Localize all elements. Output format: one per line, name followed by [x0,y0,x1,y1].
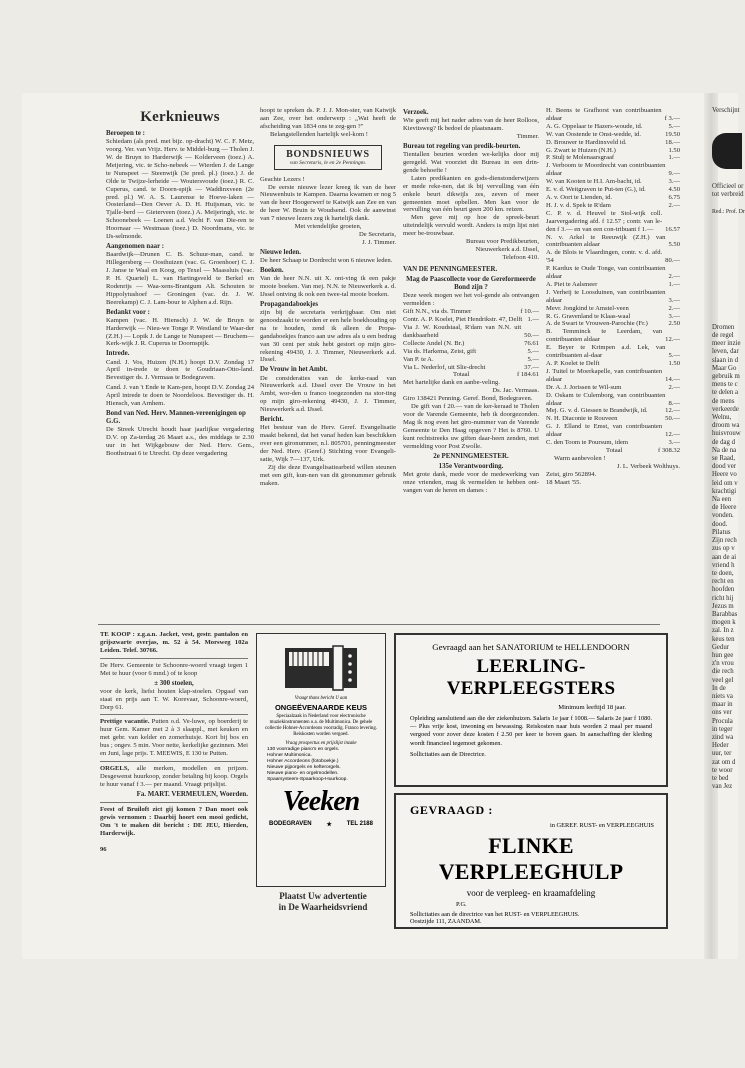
ad-orgels-heading: ORGELS, [100,764,130,772]
donation-text: J. Verboom te Moordrecht van contribuanten aldaar [546,162,666,178]
signature-zeist: Zeist, giro 562894. [546,470,597,478]
signature-vermaas: Ds. Jac. Vermaas. [492,387,539,395]
donation-amount: 14.— [665,375,680,383]
veeken-city: BODEGRAVEN [269,821,312,827]
donation-text: Via L. Nederlof, uit Slie-drecht [403,363,486,371]
donation-amount: 12.— [665,431,680,439]
text-verantwoording: Met grote dank, mede voor de medewerking van onze vrienden, mag ik vermelden te hebben ont-vangen van de heren en dames : [403,470,539,494]
next-page-text-line: te doen, [712,569,734,577]
donation-text: G. J. Elland te Emst, van contribuanten aldaar [546,423,663,439]
next-page-text-line: in teger [712,725,733,733]
star-icon: ★ [326,822,332,828]
donation-text: Collecte Andel (N. Br.) [403,339,465,347]
bondsnieuws-subtitle: van Secretaris, le en 2e Penningm. [289,159,367,166]
leerling-footer: Sollicitaties aan de Directrice. [410,750,486,758]
donation-row [546,186,680,194]
next-page-text-line: krachtigi [712,487,737,495]
total-value-2: f 308.32 [658,446,680,454]
next-page-text-line: de dag d [712,438,736,446]
next-page-text-line: Barabbas [712,610,738,618]
next-page-text-line: Welnu, [712,414,732,422]
donation-row [546,281,680,289]
donation-row [546,368,680,384]
donation-row [403,356,539,364]
next-page-text-line: ons ver [712,709,732,717]
donation-text: B. Temminck te Leerdam, van contribuanten aldaar [546,328,663,344]
next-page-official-2: tot verbreid [712,191,744,199]
donation-row [546,154,680,162]
next-page-text-line: mens te c [712,381,738,389]
donation-amount: 2.— [668,273,680,281]
donation-amount: 1.— [668,280,680,288]
accordion-illustration [281,638,361,694]
text-new-readers: De eerste nieuwe lezer kreeg ik van de heer Nieuwenhuis te Kampen. Daarna kwamen er nog 5 van de heer Hoogerwerf te Katwijk aan Zee en van de heer W. Bruin te Woudsend. Ook de aanwinst van 7 nieuwe lezers zeg ik hartelijk dank. [260,183,396,223]
column-bondsnieuws [260,107,396,531]
next-page-text-line: se Raad, [712,455,736,463]
donation-row [546,384,680,392]
donation-row [546,392,680,408]
next-page-text-line: van Jez [712,783,733,791]
donation-text: N. v. Arkel te Reeuwijk (Z.H.) van contribuanten aldaar [546,233,666,249]
veeken-list-item: 130 voorradige piano's en orgels. [267,747,340,752]
donation-row [546,139,680,147]
heading-bond: Bond van Ned. Herv. Mannen-vereenigingen op G.G. [106,410,246,426]
text-aangenomen: Baardwijk—Drunen C. B. Schuur-man, cand. te Hillegersberg — Oosthuizen (vac. G. Groenhoer) C. J. J. Janse te Waal en Koog, op Texel — Maassluis (vac. P. H. Quartel) L. van Hartingsveld te Berkel en Rodenrijs — Waa-xens-Brantgum Alt. Schouten te Hippolytushoef — Groningen (vac. dr. J. W. Beerekamp) C. J. Lam-bour te Alphen a.d. Rijn. [106,251,254,306]
next-page-text-line: hun gee [712,651,734,659]
next-page-text-line: die rech [712,668,734,676]
ad-leerling-verpleegsters [394,633,668,787]
donation-row [546,178,680,186]
next-page-text-line: verkeerde [712,405,739,413]
heading-2e-penningmeester: 2e PENNINGMEESTER. [433,452,509,460]
donation-row [546,423,680,439]
bondsnieuws-box [274,145,382,170]
flinke-gevraagd: GEVRAAGD : [410,803,493,817]
donation-text: W. van Kooten te H.I. Am-bacht, id. [546,178,642,186]
donation-row [403,340,539,348]
next-page-text-line: de Heere [712,504,737,512]
donation-text: A. de Swart te Vrouwen-Parochie (Fr.) [546,320,648,328]
donation-amount: 12.— [665,336,680,344]
text-nieuwe-leden: De heer Schaap te Dordrecht won 6 nieuwe leden. [260,256,393,264]
text-intrede-2: Cand. J. van 't Ende te Kam-pen, hoopt D.V. Zondag 24 April intrede te doen te Noordeloos. Bevestiger ds. H. Hiensch, van Arnhem. [106,384,254,408]
donation-text: D. Brouwer te Hardinxveld id. [546,138,627,146]
donation-text: Dr. A. J. Jorissen te Wil-sum [546,383,622,391]
veeken-tagline: Vraagt thans bericht U aan [294,696,348,701]
donation-amount: 2.— [668,201,680,209]
donation-amount: 1.50 [668,146,680,154]
donation-text: C. P. v. d. Heuvel te Stol-wijk coll. Jaarvergadering afd. f 12.57 ; contr. van le-den f 3.— en van een con-tribuant f 1.— [546,209,663,233]
donation-text: N. H. Diaconie te Rouveen [546,415,618,423]
donation-text: Contr. A. P. Koelet, Piet Hendrikstr. 47, Delft [403,316,523,324]
next-page-text-line: Zijn rech [712,537,737,545]
donation-amount: 37.— [524,363,539,371]
signature-bureau-1: Bureau voor Predikbeurten, [465,238,539,246]
total-label-2: Totaal [606,446,623,454]
donation-row [546,210,680,234]
donation-row [546,194,680,202]
flinke-pg: P.G. [456,901,467,908]
donation-text: R. G. Gravenland te Klaas-waal [546,312,631,320]
next-page-text-line: Heder [712,742,729,750]
donation-text: A. de Blois te Vlaardingen, contr. v. d. afd. '54 [546,249,663,265]
text-verzoek: Wie geeft mij het nader adres van de heer Rolloos, Kievitsweg? Ik bedoel de plaatsnaam. [403,117,539,133]
total-label-1: Totaal [453,371,470,379]
veeken-phone: TEL 2188 [346,821,373,827]
ad-veeken [256,633,386,887]
text-intrede-1: Cand. J. Vos, Huizen (N.H.) hoopt D.V. Zondag 17 April in-trede te doen te Goudriaan-Otto-land. Bevestiger ds. J. Vermaas te Bodegraven. [106,358,254,382]
donation-row [546,147,680,155]
text-propaganda: zijn bij de secretaris verkrijgbaar. Om niet genoodzaakt te worden er een hele boekhouding op na te houden, zend ik alleen de Propa-gandaboekjes franco aan uw adres als u een bedrag van 30 cent per stuk hebt gestort op mijn giro-rekening 49430, J. J. Timmer, Nieuwerkerk a.d. IJssel. [260,309,396,364]
next-page-text-line: te woor [712,766,733,774]
donation-text: Mevr. Jongkind te Amstel-veen [546,304,629,312]
next-page-logo-block [712,133,742,169]
flinke-footer-1: Sollicitaties aan de directrice van het RUST- en VERPLEEGHUIS. [410,911,580,918]
ad-gedicht [100,806,248,838]
donation-text: Via J. W. Koudstaal, R'dam van N.N. uit dankbaarheid [403,324,522,339]
donation-row [546,265,680,281]
next-page-text-line: leid om v [712,479,738,487]
next-page-text-line: Heere vo [712,471,737,479]
donation-text: E. Beyer te Krimpen a.d. Lek, van contribuanten al-daar [546,344,666,360]
next-page-text-line: leven, dar [712,348,739,356]
ad-stoelen-count: ± 300 stoelen, [154,679,194,687]
next-page-text-line: te bed [712,774,729,782]
text-aanbeveling: Met hartelijke dank en aanbe-veling. [403,379,500,387]
veeken-list-item: Hohner Accordeons (fotoboekje.) [267,759,339,764]
donation-amount: 16.57 [665,225,680,233]
column-donations [546,107,680,531]
ad-stoelen: De Herv. Gemeente te Schoonre-woerd vraagt tegen 1 Mei te huur (voor 6 mnd.) of te koop [100,661,248,677]
donation-row [546,202,680,210]
donation-amount: 50.— [524,331,539,339]
donation-text: Gift N.N., via ds. Timmer [403,308,472,316]
next-page-text-line: te delen a [712,389,739,397]
donation-amount: 9.— [668,170,680,178]
donation-amount: 19.50 [665,130,680,138]
donation-text: A. Piet te Aalsmeer [546,280,598,288]
small-ads-column [100,631,248,951]
next-page-text-line: zat om d [712,758,736,766]
donation-text: J. Tuitel te Moerkapelle, van contribuanten aldaar [546,367,663,383]
ad-vacantie-text: Putten o.d. Ve-luwe, op boerderij te huur Gem. Kamer met 2 à 3 slaappl., met keuken en met gebr. van kelder en zomerhuisje. Kort bij bos en bus ; ongev. 5 min. Voor nette, kerkelijke gezinnen. Mei en Juni, lage prijs. T. MEEWIS, E 130 te Putten. [100,718,248,758]
next-page-text-line: niets va [712,692,733,700]
bondsnieuws-title: BONDSNIEUWS [286,148,370,160]
donation-amount: 4.50 [668,186,680,194]
column-verzoek [403,107,539,531]
donation-text: E. v. d. Weitgraven te Put-ten (G.), id. [546,186,646,194]
donation-text: A. P. Koelet te Delft [546,360,600,367]
next-page-text-line: de mens [712,397,735,405]
donation-row [546,320,680,328]
next-page-text-line: vriend h [712,561,735,569]
donation-row [403,348,539,356]
next-page-text-line: In de [712,684,726,692]
donation-amount: 76.61 [524,339,539,347]
donation-row [546,439,680,447]
next-page-text-line: z'n vrou [712,660,734,668]
leerling-heading: Gevraagd aan het SANATORIUM te HELLENDOORN [432,642,630,652]
next-page-text-line: maar in [712,701,733,709]
heading-paascollecte: Mag de Paascollecte voor de Gereformeerde Bond zijn ? [406,276,536,292]
donation-text: P. Stulj te Molenaarsgraaf [546,154,615,162]
donation-amount: 3.— [668,296,680,304]
donation-amount: 3.— [668,312,680,320]
donation-text: A. v. Oort te Lienden, id. [546,193,613,201]
heading-bureau: Bureau tot regeling van predik-beurten. [403,142,521,150]
donation-amount: 5.— [668,122,680,130]
next-page-text-line: dood. [712,520,728,528]
donation-row [546,313,680,321]
donation-row [546,234,680,250]
donation-row [546,415,680,423]
text-lecture: hoopt te spreken ds. P. J. J. Mon-ster, van Katwijk aan Zee, over het onderwerp : „Wat heeft de afscheiding van 1834 ons te zeg-gen ?" [260,107,396,130]
ad-vacantie-heading: Prettige vacantie. [100,718,150,726]
donation-text: J. Verheij te Loosduinen, van contribuanten aldaar [546,288,666,304]
signature-verbeek: J. L. Verbeek Wolthuys. [617,462,680,470]
leerling-min-age: Minimum leeftijd 18 jaar. [558,704,626,711]
text-steunen: Zij die deze Evangelisatiearbeid willen steunen met een gift, kun-nen van dit gironummer gebruik maken. [260,463,396,487]
ad-orgels-firm: Fa. MART. VERMEULEN, Woerden. [136,790,248,798]
donation-amount: 3.— [668,178,680,186]
donation-row [403,324,539,340]
donation-row [546,162,680,178]
next-page-text-line: meer inzie [712,340,741,348]
donation-list-2 [546,107,680,447]
flinke-footer-2: Oostzijde 111, ZAANDAM. [410,918,482,925]
veeken-ask: Vraag prospectus en prijslijst inzake [285,741,357,746]
donation-text: A. G. Oppelaar te Hazers-woude, id. [546,122,643,130]
donation-row [546,123,680,131]
next-page-text-line: Dromen [712,323,735,331]
donation-row [546,344,680,360]
heading-intrede: Intrede. [106,350,130,358]
donation-amount: 12.— [665,407,680,415]
donation-text: G. Zwart te Huizen (N.H.) [546,146,616,154]
masthead-kerknieuws: Kerknieuws [140,109,220,125]
donation-amount: 8.— [668,399,680,407]
heading-verantwoording: 135e Verantwoording. [438,462,504,470]
donation-text: Van P. te A. [403,355,434,363]
heading-nieuwe-leden: Nieuwe leden. [260,248,301,256]
next-page-header: Verschijnt [712,107,740,114]
donation-row [546,328,680,344]
donation-text: P. Kardux te Oude Tonge, van contribuanten aldaar [546,265,666,281]
ad-gedicht-text: Feest of Bruiloft zict gij komen ? Dan moet ook gewis vernomen : Daarbij hoort een mooi gedicht, Om 't te maken dit bericht : DE JEU, Hierden, Harderwijk. [100,805,248,837]
next-page-text-line: richt hij [712,594,734,602]
veeken-footer [257,818,385,828]
heading-boeken: Boeken. [260,266,284,274]
text-bureau-1: Tientallen beurten worden we-kelijks door mij geregeld. Wat voorziet dit Bureau in een drin-gende behoefte ! [403,151,539,174]
text-greeting: Geachte Lezers ! [260,175,305,183]
column-kerknieuws [106,107,254,531]
page-number: 96 [100,845,107,853]
signature-bureau-3: Telefoon 410. [502,253,539,261]
heading-propaganda: Propagandaboekjes [260,300,319,308]
next-page-text-line: veel gel [712,676,734,684]
next-page-text-line: Na de na [712,446,737,454]
heading-aangenomen: Aangenomen naar : [106,242,165,250]
next-page-text-line: droom wa [712,422,740,430]
next-page-text-line: Na een [712,496,732,504]
next-page-text-line: zal. In z [712,627,734,635]
donation-amount: 2.— [668,304,680,312]
veeken-list-item: Nieuwe pijporgels en kefterorgels. [267,765,341,770]
donation-amount: 1.— [668,154,680,162]
donation-amount: 6.75 [668,193,680,201]
donation-amount: 50.— [665,415,680,423]
veeken-logo: Veeken [282,786,360,817]
donation-row [546,305,680,313]
donation-amount: f 10.— [520,308,539,316]
donation-amount: 5.— [668,352,680,360]
donation-amount: 5.50 [668,241,680,249]
heading-beroepen: Beroepen te : [106,130,145,137]
next-page-text-line: huisvrouw [712,430,741,438]
ad-flinke-verpleeghulp [394,793,668,929]
next-page-text-line: uur, ter [712,750,732,758]
donation-row [546,407,680,415]
next-page-text-line: aan de ai [712,553,737,561]
next-page-text-line: gebruik m [712,373,740,381]
veeken-list-item: Hohner Multimonica. [267,753,312,758]
heading-bedankt: Bedankt voor : [106,308,150,316]
donation-amount: 18.— [665,138,680,146]
next-page-text-line: zus op v [712,545,735,553]
next-page-text-line: mogen k [712,619,736,627]
veeken-list-item: Spaarsysteem-Spaarkoop-Huurkoop. [267,777,348,782]
ad-stoelen-detail: voor de kerk, liefst houten klap-stoelen. Opgaaf van staat en prijs aan T. W. Korevaar, Schoonre-woerd, Dorp 61. [100,687,248,711]
donation-text: W. van Oostende te Onst-wedde, id. [546,130,641,138]
total-value-1: f 184.61 [517,371,539,379]
signature-secretaris: De Secretaris, [359,230,396,238]
next-page-text-line: Procula [712,717,733,725]
next-page-text-line: dood ver [712,463,736,471]
ad-orgels-text: alle merken, modellen en prijzen. Desgewenst huurkoop, zonder betaling bij koop. Orgels te huur vanaf f 3.— per maand. Vraagt prijslijst. [100,764,249,788]
text-bureau-3: Men geve mij op hoe de spreek-beurt uiteindelijk vervuld wordt. Anders is mijn lijst niet meer be-trouwbaar. [403,214,539,238]
text-beroepen: Schiedam (als pred. met bijz. op-dracht) W. C. F. Metz, voorg. Ver. van Vrijz. Herv. te Middel-burg — Tholen J. W. de Bruyn to Harderwijk — Kolderveen (toez.) A. Meijering, vic. te Scho-nebeek — Wierden J. de Lange te Nunspeet — Steenwijk (3e pred. pl.) (toez.) J. de Olde te Twijze-lerheide — Woutersvoude (toez.) R. C. Cuperus, cand. te Doorn-spijk — Waddinxveen (2e pred. pl.) W. A. S. Laurense te Hoeve-laken — Oosterland—Den Oever A. D. H. Huijsman, vic. te Tjalle-berd — Gieterveen (toez.) A. Meijeringh, vic. te Schoonebeek — Loenen a.d. Vecht F. van Die-ren te Hoornaar — Westmaas (toez.) D. Noordmans, vic. te IJs-selmonde. [106,138,255,241]
veeken-body: Speciaalzaak in Nederland voor electronische muziekinstrumenten o.a. de Multimonica. De gehele collectie Hohner-Accordeons voorradig. Franco levering. Reiskosten worden vergoed. [264,714,378,737]
text-bond: De Streek Utrecht houdt haar jaarlijkse vergadering D.V. op Za-terdag 26 Maart a.s., des middags te 2.30 uur in het Wijkgebouw der Ned. Herv. Gem., Boothstraat 6 te Utrecht. Op deze vergadering [106,426,254,458]
heading-vrouw-ambt: De Vrouw in het Ambt. [260,366,328,374]
heading-verzoek: Verzoek. [403,109,429,116]
plaatst-advertentie [258,891,388,927]
section-rule [98,624,660,625]
total-row-1 [403,371,539,379]
signature-date: 18 Maart '55. [546,478,582,486]
text-aanbevolen: Warm aanbevolen ! [554,454,606,462]
ad-te-koop [100,631,248,655]
next-page-text-line: Pilatus [712,528,731,536]
veeken-title: ONGEËVENAARDE KEUS [274,703,368,712]
donation-amount: 1.— [527,316,539,324]
flinke-title: FLINKE VERPLEEGHULP [438,833,624,884]
signature-timmer: J. J. Timmer. [362,238,396,246]
donation-text: Mej. G. v. d. Giessen te Brandwijk, id. [546,407,648,415]
next-page-editor: Red.: Prof. Dr [712,208,745,215]
next-page-text-line: keus ten [712,635,735,643]
next-page-text-line: slaan in d [712,356,739,364]
donation-amount: 1.50 [668,360,680,367]
next-page-official-1: Officieel or [712,183,744,191]
donation-row [403,316,539,324]
text-regards: Met vriendelijke groeten, [294,223,362,231]
donation-row [403,364,539,372]
text-bericht: Het bestuur van de Herv. Geref. Evangelisatie maakt bekend, dat het vanaf heden kan beschikken over een gironummer, n.l. 805701, penningmeester der Ned. Herv. (Geref.) Stichting voor Evangeli-satie, Wijk 7—137, Urk. [260,424,396,463]
donation-text: H. Beens te Grafhorst van contribuanten aldaar [546,107,662,122]
veeken-list [257,746,385,784]
flinke-location: in GEREF. RUST- en VERPLEEGHUIS [549,822,654,829]
heading-penningmeester: VAN DE PENNINGMEESTER. [403,265,498,273]
leerling-title: LEERLING-VERPLEEGSTERS [446,656,616,699]
donation-text: H. J. v. d. Spek te R'dam [546,201,611,209]
donation-text: Via ds. Harkema, Zeist, gift [403,347,477,355]
text-welcome: Belangstellenden hartelijk wel-kom ! [270,130,368,138]
donation-amount: 80.— [665,257,680,265]
leerling-body: Opleiding aansluitend aan die der ziekenhuizen. Salaris 1e jaar f 1008.— Salaris 2e jaar f 1080.— Plus vrije kost, inwoning en bewassing. Reiskosten naar huis worden 2 maal per maand vergoed voor zover deze kosten f 2.50 per keer te boven gaan. In aanschaffing der kleding wordt financieel tegemoet gekomen. [410,715,652,747]
donation-amount: 5.— [527,355,539,363]
donation-amount: 2.— [668,383,680,391]
next-page-text-line: recht en [712,578,734,586]
next-page-text-line: Jezus m [712,602,734,610]
donation-amount: 3.— [668,439,680,447]
signature-giro: Giro 138421 Penning. Geref. Bond, Bodegraven. [403,395,533,403]
donation-text: D. Oskam te Culemborg, van contribuanten aldaar [546,391,666,407]
next-page-text-line: de regel [712,332,734,340]
next-page-text-line: Gedur [712,643,729,651]
signature-timmer-2: Timmer. [516,133,539,141]
next-page-fragment [712,107,745,957]
text-bedankt: Kampen (vac. H. Hiensch) J. W. de Bruyn te Harderwijk — Nieu-we Tonge P. Westland te Waar-der (Z.H.) — Lopik J. de Lange te Nunspeet — Bruchem—Kerk-wijk J. R. Cuperus te Doornspijk. [106,316,254,348]
donation-row [546,249,680,265]
donation-list-1 [403,308,539,371]
veeken-list-item: Nieuwe piano- en orgelmodellen. [267,771,339,776]
donation-row [546,289,680,305]
donation-row [546,360,680,368]
donation-row [546,107,680,123]
text-bureau-2: Laten predikanten en gods-dienstonderwijzers er mede reke-nen, dat ik bij vervulling van één enkele beurt dikwijls zes, zeven of meer gemeenten moet opbellen. Men kan voor de vervulling van één beurt geen 200 km. reizen. [403,174,539,214]
donation-text: C. den Toom te Poursum, idem [546,439,629,447]
donation-amount: f 3.— [664,114,680,122]
text-varende: De gift van f 20.— van de ker-keraad te Tholen voor de Varende Gemeente, heb ik doorgezonden. Mag ik nog even het giro-nummer van de Varende Gemeente te Den Haag opgeven ? Het is 8760. U kunt rechtstreeks uw giften daar-heen zenden, met vermelding voor Post Zwolle. [403,403,539,450]
next-page-text-line: hoofden [712,586,735,594]
donation-amount: 2.50 [668,320,680,328]
signature-bureau-2: Nieuwerkerk a.d. IJssel, [475,246,539,253]
flinke-subtitle: voor de verpleeg- en kraamafdeling [466,888,596,898]
plaatst-line-1: Plaatst Uw advertentie [279,891,367,901]
heading-bericht: Bericht. [260,416,284,424]
next-page-text-line: zind wa [712,733,734,741]
ad-te-koop-text: TE KOOP : z.g.a.n. Jacket, vest, gestr. pantalon en grijszwarte overjas, m. 52 à 54. Morsweg 102a Leiden. Telef. 30766. [100,631,248,654]
newspaper-page [22,93,745,959]
next-page-text-column [712,323,741,792]
donation-row [546,131,680,139]
next-page-text-line: Maar Go [712,364,737,372]
total-row-2 [546,447,680,455]
text-vrouw-ambt: De consideraties van de kerke-raad van Nieuwerkerk a.d. IJssel over De Vrouw in het Ambt, wor-den u franco toegezonden na stor-ting op mijn giro-rekening 49430, J. J. Timmer, Nieuwerkerk a.d. IJssel. [260,374,396,414]
donation-amount: 5.— [527,347,539,355]
next-page-text-line: vonden. [712,512,734,520]
ad-vacantie [100,718,248,758]
donation-row [403,308,539,316]
plaatst-line-2: in De Waarheidsvriend [278,902,368,912]
text-boeken: Van de heer N.N. uit X. ont-ving ik een pakje mooie boeken. Van mej. N.N. te Nieuwerkerk a. d. IJssel ontving ik ook een twee-tal mooie boeken. [260,275,396,298]
text-ontvangen: Deze week mogen we het vol-gende als ontvangen vermelden : [403,292,539,308]
ad-orgels [100,765,248,789]
